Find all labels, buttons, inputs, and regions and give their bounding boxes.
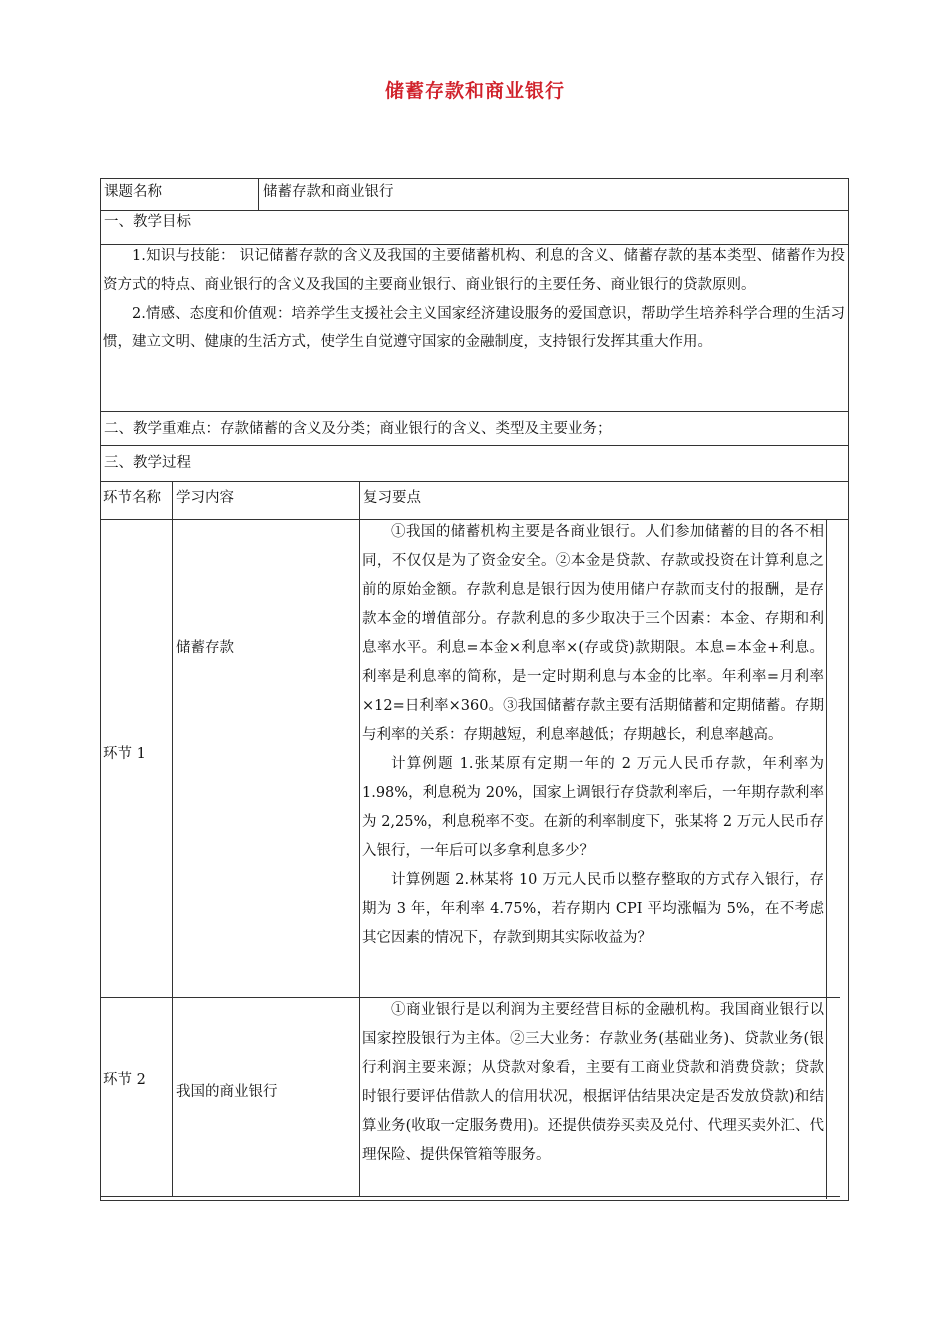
rule-h5 [100,481,849,482]
document-title: 储蓄存款和商业银行 [384,80,565,102]
rule-v-topic [258,178,259,211]
goal-attitude: 2.情感、态度和价值观：培养学生支援社会主义国家经济建设服务的爱国意识，帮助学生培养科学合理的生活习惯，建立文明、健康的生活方式，使学生自觉遵守国家的金融制度，支持银行发挥其重大作用。 [103,305,845,351]
row1-stage: 环节 1 [103,746,146,762]
row1-points [362,518,824,996]
row2-content: 我国的商业银行 [176,1084,278,1100]
topic-label: 课题名称 [104,184,162,200]
rule-v-stage [172,481,173,1197]
col-header-stage: 环节名称 [103,490,161,506]
rule-v-content [359,481,360,1197]
row2-point-summary: ①商业银行是以利润为主要经营目标的金融机构。我国商业银行以国家控股银行为主体。②三大业务：存款业务(基础业务)、贷款业务(银行利润主要来源；从贷款对象看，主要有工商业贷款和消费贷款；贷款时银行要评估借款人的信用状况，根据评估结果决定是否发放贷款)和结算业务(收取一定服务费用)。还提供债券买卖及兑付、代理买卖外汇、代理保险、提供保管箱等服务。 [362,1002,824,1163]
row1-point-example2: 计算例题 2.林某将 10 万元人民币以整存整取的方式存入银行，存期为 3 年，年利率 4.75%，若存期内 CPI 平均涨幅为 5%，在不考虑其它因素的情况下，存款到期其实际收益为？ [362,872,824,946]
rule-v-points [826,519,827,1199]
row1-point-example1: 计算例题 1.张某原有定期一年的 2 万元人民币存款，年利率为 1.98%，利息税为 20%，国家上调银行存贷款利率后，一年期存款利率为 2,25%，利息税率不变。在新的利率制度下，张某将 2 万元人民币存入银行，一年后可以多拿利息多少？ [362,756,824,859]
rule-h4 [100,445,849,446]
row1-point-summary: ①我国的储蓄机构主要是各商业银行。人们参加储蓄的目的各不相同，不仅仅是为了资金安全。②本金是贷款、存款或投资在计算利息之前的原始金额。存款利息是银行因为使用储户存款而支付的报酬，是存款本金的增值部分。存款利息的多少取决于三个因素：本金、存期和利息率水平。利息=本金×利息率×(存或贷)款期限。本息=本金+利息。利率是利息率的简称，是一定时期利息与本金的比率。年利率=月利率×12=日利率×360。③我国储蓄存款主要有活期储蓄和定期储蓄。存期与利率的关系：存期越短，利息率越低；存期越长，利息率越高。 [362,524,824,743]
section2-heading: 二、教学重难点：存款储蓄的含义及分类；商业银行的含义、类型及主要业务； [104,421,612,437]
goal-knowledge: 1.知识与技能： 识记储蓄存款的含义及我国的主要储蓄机构、利息的含义、储蓄存款的基本类型、储蓄作为投资方式的特点、商业银行的含义及我国的主要商业银行、商业银行的主要任务、商业银行的贷款原则。 [103,248,845,293]
row2-points [362,996,824,1194]
row1-content: 储蓄存款 [176,640,234,656]
section1-heading: 一、教学目标 [104,214,191,230]
rule-h3 [100,411,849,412]
row2-stage: 环节 2 [103,1072,146,1088]
section3-heading: 三、教学过程 [104,455,191,471]
rule-h8 [100,1196,840,1197]
topic-value: 储蓄存款和商业银行 [263,184,394,200]
col-header-points: 复习要点 [363,490,421,506]
col-header-content: 学习内容 [176,490,234,506]
teaching-goals [103,242,845,410]
